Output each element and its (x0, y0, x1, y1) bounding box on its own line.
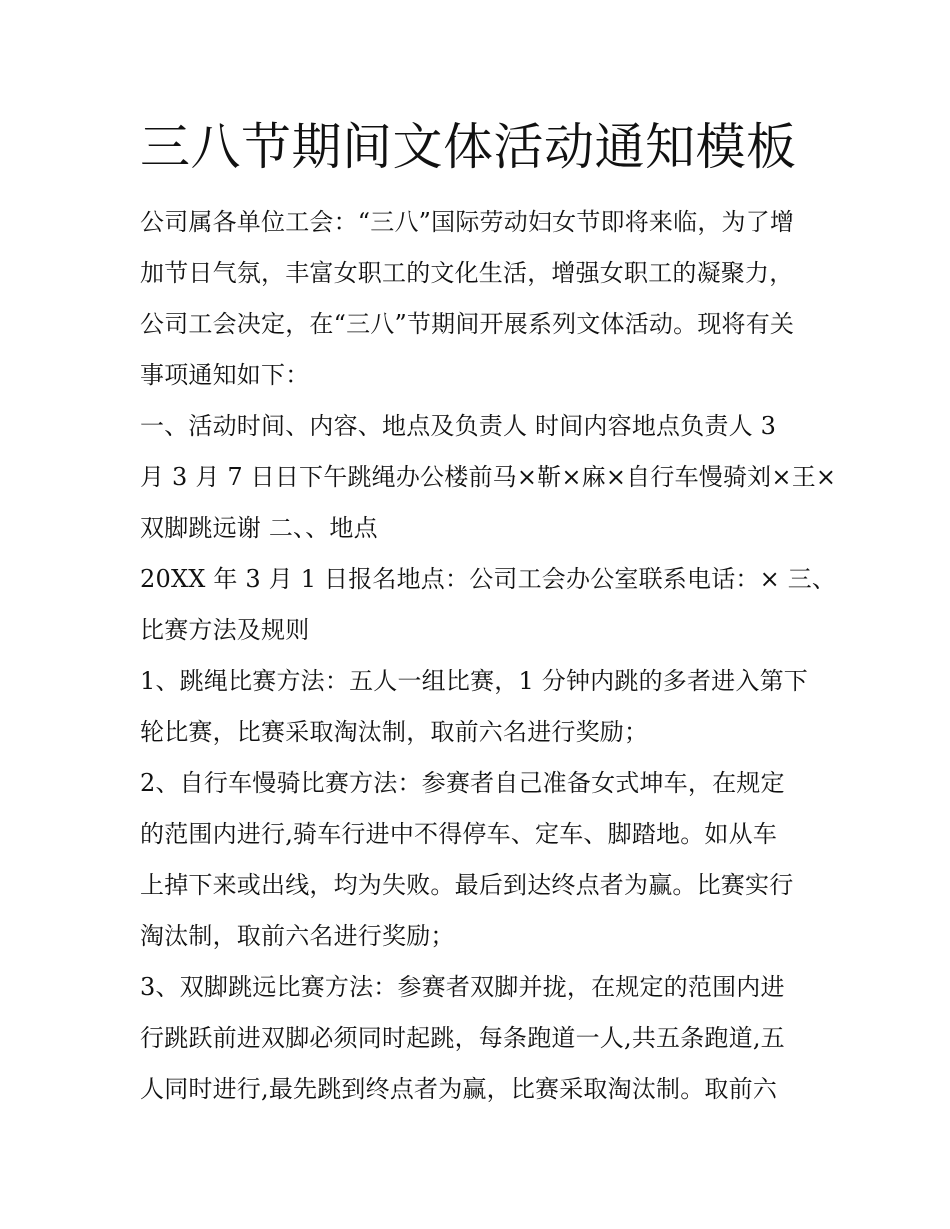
body-line: 2、自行车慢骑比赛方法：参赛者自己准备女式坤车，在规定 (140, 769, 785, 797)
document-body (140, 197, 837, 1115)
body-line: 1、跳绳比赛方法：五人一组比赛，1 分钟内跳的多者进入第下 (140, 667, 808, 695)
body-line: 公司属各单位工会：“三八”国际劳动妇女节即将来临，为了增 (140, 208, 795, 236)
body-line: 上掉下来或出线，均为失败。最后到达终点者为赢。比赛实行 (140, 871, 794, 899)
body-line: 事项通知如下： (140, 361, 310, 389)
body-line: 行跳跃前进双脚必须同时起跳，每条跑道一人,共五条跑道,五 (140, 1024, 785, 1052)
body-line: 公司工会决定，在“三八”节期间开展系列文体活动。现将有关 (140, 310, 795, 338)
body-line: 双脚跳远谢 二、、地点 (140, 514, 378, 542)
body-line: 比赛方法及规则 (140, 616, 310, 644)
body-line: 淘汰制，取前六名进行奖励； (140, 922, 455, 950)
document-title: 三八节期间文体活动通知模板 (140, 118, 797, 176)
body-line: 一、活动时间、内容、地点及负责人 时间内容地点负责人 3 (140, 412, 777, 440)
body-line: 3、双脚跳远比赛方法：参赛者双脚并拢，在规定的范围内进 (140, 973, 785, 1001)
body-line: 轮比赛，比赛采取淘汰制，取前六名进行奖励； (140, 718, 649, 746)
body-line: 月 3 月 7 日日下午跳绳办公楼前马×靳×麻×自行车慢骑刘×王× (140, 463, 837, 491)
body-line: 人同时进行,最先跳到终点者为赢，比赛采取淘汰制。取前六 (140, 1075, 778, 1103)
body-line: 20XX 年 3 月 1 日报名地点：公司工会办公室联系电话：× 三、 (140, 565, 837, 593)
body-line: 加节日气氛，丰富女职工的文化生活，增强女职工的凝聚力， (140, 259, 794, 287)
body-line: 的范围内进行,骑车行进中不得停车、定车、脚踏地。如从车 (140, 820, 778, 848)
